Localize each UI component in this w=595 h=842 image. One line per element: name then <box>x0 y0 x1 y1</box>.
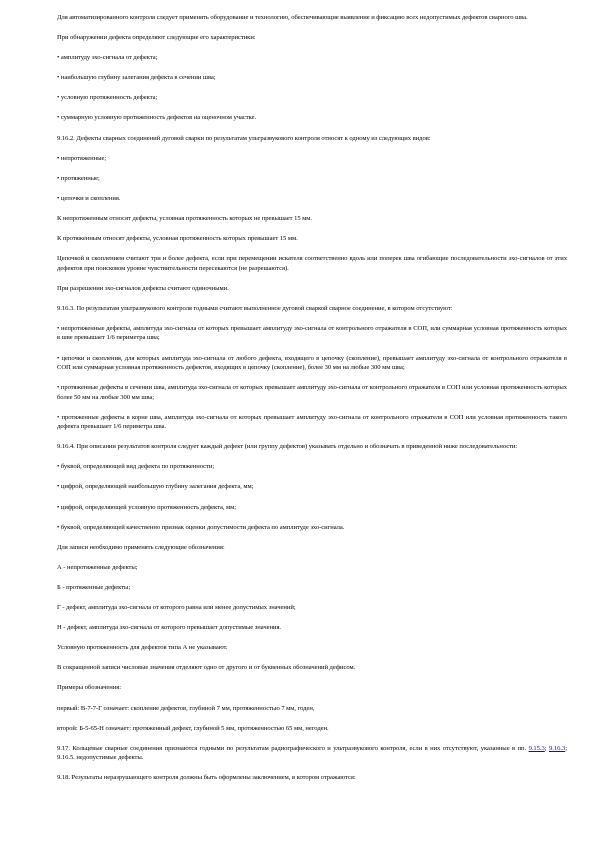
list-item: • условную протяженность дефекта; <box>57 94 158 102</box>
document-body <box>57 13 567 793</box>
paragraph-text: 9.17. Кольцевые сварные соединения признаются годными по результатам радиографического и ультразвукового контроля, если в них отсутствуют, указанные в пп. <box>57 744 529 752</box>
list-item: • цифрой, определяющей наибольшую глубину залегания дефекта, мм; <box>57 483 254 491</box>
list-item: • непротяженные дефекты, амплитуда эхо-сигнала от которых превышает амплитуду эхо-сигнала от контрольного отражателя в СОП, или суммарная условная протяженность которых в шве превышает 1/6 периметра шва; <box>57 324 567 342</box>
list-item: • протяженные дефекты в корне шва, амплитуда эхо-сигнала от которых превышает амплитуду эхо-сигнала от контрольного отражателя в СОП или условная протяженность такого дефекта превышает 1/6 периметра шва. <box>57 413 567 431</box>
paragraph: Цепочкой и скоплением считают три и более дефекта, если при перемещении искателя соответственно вдоль или поперек шва огибающие последовательности эхо-сигналов от этих дефектов при поисковом уровне чувствительности пересекаются (не разрешаются). <box>57 255 567 272</box>
paragraph: Условную протяженность для дефектов типа А не указывают. <box>57 644 228 652</box>
list-item: • протяженные; <box>57 174 100 182</box>
link-9-16-3[interactable]: 9.16.3 <box>549 744 566 752</box>
example: второй: Б-5-65-Н означает: протяженный дефект, глубиной 5 мм, протяженностью 65 мм, негоден. <box>57 724 329 732</box>
list-item: • суммарную условную протяженность дефектов на оценочном участке. <box>57 114 257 122</box>
legend-item: Н - дефект, амплитуда эхо-сигнала от которого превышает допустимые значения. <box>57 624 282 632</box>
legend-item: А - непротяженные дефекты; <box>57 563 138 571</box>
list-item: • буквой, определяющей вид дефекта по протяженности; <box>57 463 215 471</box>
paragraph-text: ; 9.16.5. недопустимые дефекты. <box>57 744 567 762</box>
section-9-16-2: 9.16.2. Дефекты сварных соединений дуговой сварки по результатам ультразвукового контроля относят к одному из следующих видов: <box>57 134 431 142</box>
paragraph: При обнаружении дефекта определяют следующие его характеристики: <box>57 34 256 42</box>
paragraph: В сокращенной записи числовые значения отделяют одно от другого и от буквенных обозначений дефисом. <box>57 664 356 672</box>
link-9-15-3[interactable]: 9.15.3 <box>528 744 545 752</box>
section-9-16-4: 9.16.4. При описании результатов контроля следует каждый дефект (или группу дефектов) указывать отдельно и обозначать в приведенной ниже последовательности: <box>57 443 518 451</box>
paragraph: К протяженным относят дефекты, условная протяженность которых превышает 15 мм. <box>57 235 298 243</box>
paragraph: Для автоматизированного контроля следует применять оборудование и технологию, обеспечивающие выявление и фиксацию всех недопустимых дефектов сварного шва. <box>57 14 528 21</box>
section-9-17 <box>57 744 567 763</box>
legend-item: Б - протяженные дефекты; <box>57 583 131 591</box>
section-9-16-3: 9.16.3. По результатам ультразвукового контроля годными считают выполненное дуговой сваркой сварное соединение, в котором отсутствуют: <box>57 304 453 312</box>
section-9-18: 9.18. Результаты неразрушающего контроля должны быть оформлены заключением, в котором отражаются: <box>57 774 356 782</box>
list-item: • цифрой, определяющей условную протяженность дефекта, мм; <box>57 503 237 511</box>
paragraph: К непротяженным относят дефекты, условная протяженность которых не превышает 15 мм. <box>57 214 313 222</box>
list-item: • цепочки и скопления, для которых амплитуда эхо-сигнала от любого дефекта, входящего в цепочку (скопление), превышает амплитуду эхо-сигнала от контрольного отражателя в СОП или суммарная условная протяженность дефектов, входящих в цепочку (скопление), более 30 мм на любые 300 мм шва; <box>57 354 567 371</box>
paragraph: Примеры обозначения: <box>57 684 121 692</box>
list-item: • протяженные дефекты в сечении шва, амплитуда эхо-сигнала от которых превышает амплитуду эхо-сигнала от контрольного отражателя в СОП или условная протяженность которых более 50 мм на любые 300 мм шва; <box>57 384 567 401</box>
paragraph: При разрешении эхо-сигналов дефекты считают одиночными. <box>57 284 229 292</box>
separator: ; <box>544 744 550 752</box>
list-item: • цепочки и скопления. <box>57 194 121 202</box>
example: первый: В-7-7-Г означает: скопление дефектов, глубиной 7 мм, протяженностью 7 мм, годен, <box>57 704 315 712</box>
legend-item: Г - дефект, амплитуда эхо-сигнала от которого равна или менее допустимых значений; <box>57 604 296 612</box>
list-item: • буквой, определяющей качественно признак оценки допустимости дефекта по амплитуде эхо-сигнала. <box>57 523 345 531</box>
list-item: • амплитуду эхо-сигнала от дефекта; <box>57 54 158 62</box>
list-item: • наибольшую глубину залегания дефекта в сечении шва; <box>57 74 216 82</box>
list-item: • непротяженные; <box>57 154 107 162</box>
paragraph: Для записи необходимо применять следующие обозначения: <box>57 543 225 551</box>
